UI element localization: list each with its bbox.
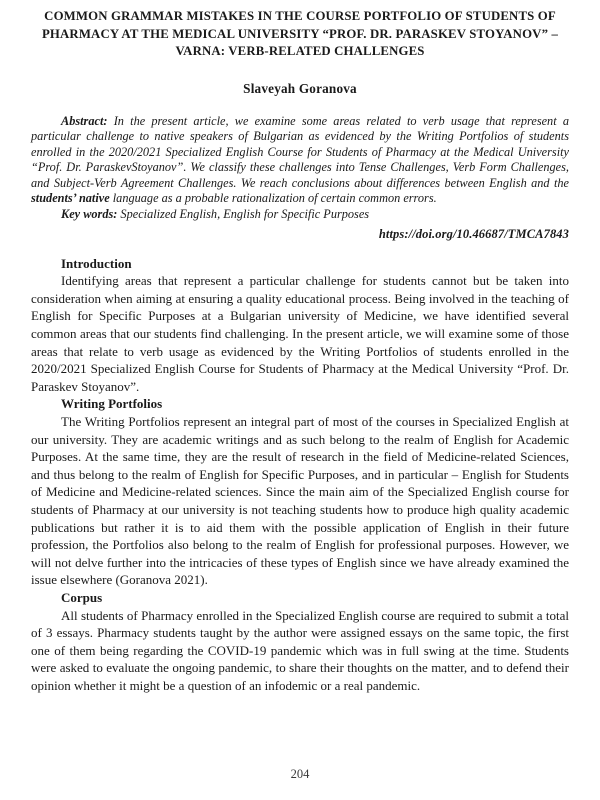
abstract-paragraph — [31, 114, 569, 208]
section-heading-writing-portfolios: Writing Portfolios — [61, 396, 163, 412]
abstract-text-part1: In the present article, we examine some areas related to verb usage that represent a particular challenge to native speakers of Bulgarian as evidenced by the Writing Portfolios of students enrolled in the 2020/2021 Specialized English Course for Students of Pharmacy at the Medical University “Prof. Dr. ParaskevStoyanov”. We classify these challenges into Tense Challenges, Verb Form Challenges, and Subject-Verb Agreement Challenges. We reach conclusions about differences between English and the — [31, 113, 569, 190]
abstract-text-part2: language as a probable rationalization of certain common errors. — [109, 191, 437, 206]
keywords-label: Key words: — [61, 207, 118, 222]
section-heading-corpus: Corpus — [61, 589, 103, 605]
section-heading-introduction: Introduction — [61, 255, 132, 271]
keywords-line — [31, 207, 569, 223]
author-name: Slaveyah Goranova — [243, 80, 357, 96]
page-number: 204 — [290, 767, 310, 781]
page-title: COMMON GRAMMAR MISTAKES IN THE COURSE PORTFOLIO OF STUDENTS OF PHARMACY AT THE MEDICAL UNIVERSITY “PROF. DR. PARASKEV STOYANOV” – VARNA: VERB-RELATED CHALLENGES — [41, 9, 559, 58]
section-paragraph-introduction: Identifying areas that represent a particular challenge for students cannot but be taken into consideration when aiming at ensuring a quality educational process. Being involved in the teaching of English for Specific Purposes at a Bulgarian university of Medicine, we have identified several common areas that our students find challenging. In the present article, we will examine some of those areas that relate to verb usage as evidenced by the Writing Portfolios of students enrolled in the 2020/2021 Specialized English Course for Students of Pharmacy at the Medical University “Prof. Dr. Paraskev Stoyanov”. — [31, 273, 569, 394]
abstract-text-emphasis: students’ native — [31, 191, 110, 206]
section-paragraph-corpus: All students of Pharmacy enrolled in the Specialized English course are required to submit a total of 3 essays. Pharmacy students taught by the author were assigned essays on the same topic, the first one of them being regarding the COVID-19 pandemic which was in full swing at the time. Students were asked to evaluate the ongoing pandemic, to share their thoughts on the matter, and to defend their opinion whether it might be a question of an infodemic or a real pandemic. — [31, 607, 569, 693]
doi-link[interactable]: https://doi.org/10.46687/TMCA7843 — [378, 226, 569, 241]
section-paragraph-writing-portfolios: The Writing Portfolios represent an integral part of most of the courses in Specialized English at our university. They are academic writings and as such belong to the realm of English for Academic Purposes. At the same time, they are the result of research in the field of Medicine-related Sciences, and thus belong to the realm of English for Specific Purposes, and in particular – English for Students of Medicine and Medicine-related sciences. Since the main aim of the Specialized English course for students of Pharmacy at our university is not teaching students how to produce high quality academic publications but rather it is to aid them with the possible application of English in their future profession, the Portfolios also belong to the realm of English for professional purposes. However, we will not delve further into the intricacies of these types of English since we have already examined the issue elsewhere (Goranova 2021). — [31, 414, 569, 588]
abstract-label: Abstract: — [61, 113, 108, 128]
keywords-value: Specialized English, English for Specific Purposes — [117, 207, 370, 222]
